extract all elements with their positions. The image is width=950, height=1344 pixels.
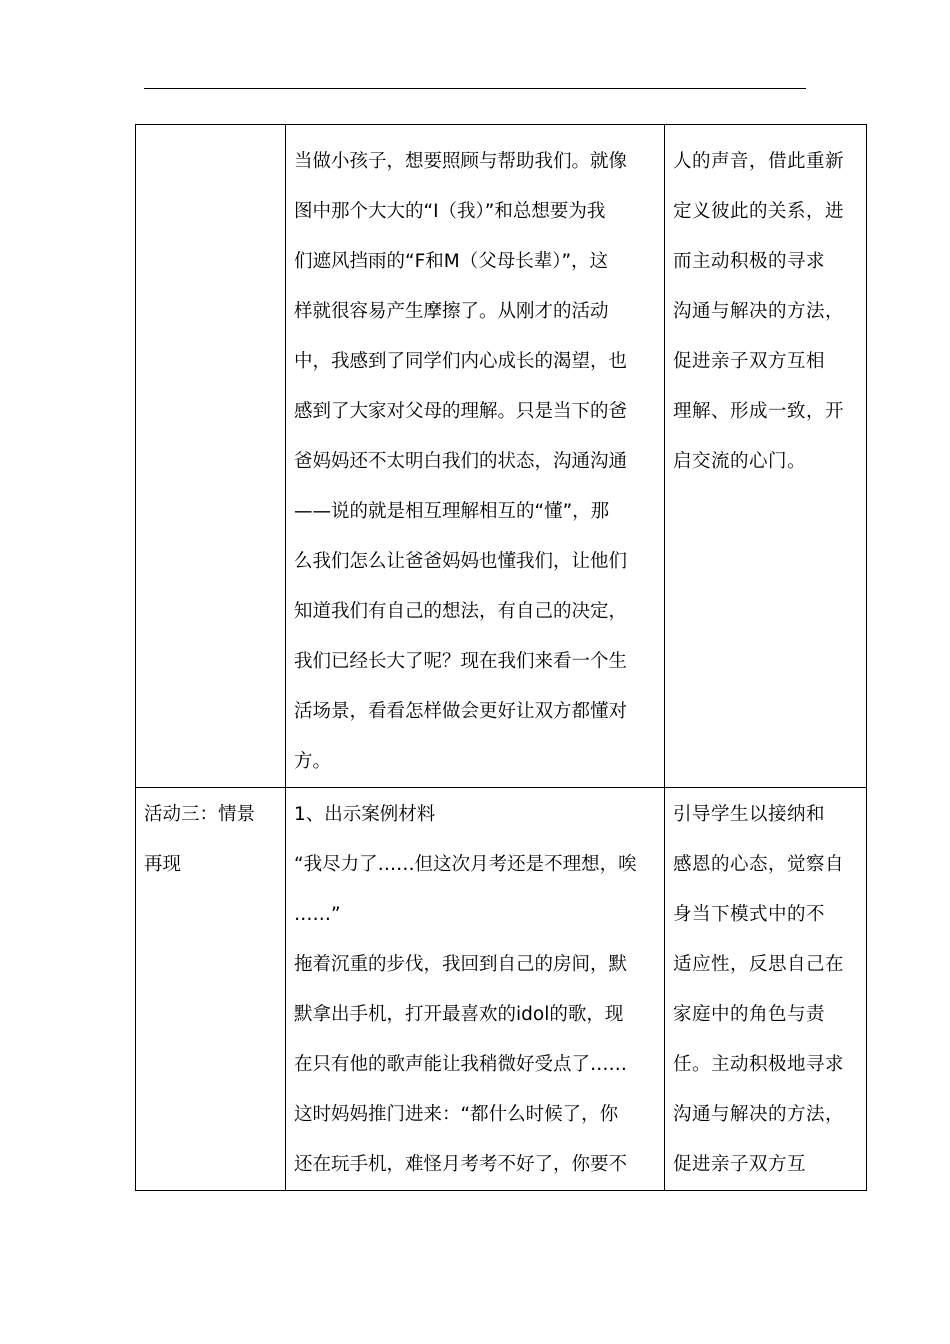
- text-line: 促进亲子双方互相: [673, 351, 826, 372]
- content-cell: [286, 125, 665, 788]
- text-line: 沟通与解决的方法，: [673, 1104, 845, 1125]
- text-line: 爸妈妈还不太明白我们的状态，沟通沟通: [294, 451, 628, 472]
- text-line: 我们已经长大了呢？现在我们来看一个生: [294, 651, 628, 672]
- text-line: 活动三：情景: [144, 804, 256, 825]
- purpose-cell: [665, 788, 867, 1191]
- table-row: [136, 125, 867, 788]
- text-line: 们遮风挡雨的“F和M（父母长辈）”，这: [294, 251, 609, 272]
- text-line: ——说的就是相互理解相互的“懂”，那: [294, 501, 610, 522]
- text-line: 中，我感到了同学们内心成长的渴望，也: [294, 351, 628, 372]
- text-line: 知道我们有自己的想法，有自己的决定，: [294, 601, 628, 622]
- text-line: 身当下模式中的不: [673, 904, 826, 925]
- text-line: 当做小孩子，想要照顾与帮助我们。就像: [294, 151, 628, 172]
- text-line: 定义彼此的关系，进: [673, 201, 845, 222]
- text-line: “我尽力了……但这次月考还是不理想，唉: [294, 854, 637, 875]
- text-line: 感到了大家对父母的理解。只是当下的爸: [294, 401, 628, 422]
- text-line: 引导学生以接纳和: [673, 804, 826, 825]
- text-line: 这时妈妈推门进来：“都什么时候了，你: [294, 1104, 619, 1125]
- text-line: 拖着沉重的步伐，我回到自己的房间，默: [294, 954, 628, 975]
- text-line: 任。主动积极地寻求: [673, 1054, 845, 1075]
- text-line: 活场景，看看怎样做会更好让双方都懂对: [294, 701, 628, 722]
- text-line: 家庭中的角色与责: [673, 1004, 826, 1025]
- activity-cell: [136, 788, 286, 1191]
- text-line: 再现: [144, 854, 182, 875]
- text-line: 感恩的心态，觉察自: [673, 854, 845, 875]
- text-line: 样就很容易产生摩擦了。从刚才的活动: [294, 301, 609, 322]
- text-line: 还在玩手机，难怪月考考不好了，你要不: [294, 1154, 628, 1175]
- text-line: 图中那个大大的“I（我）”和总想要为我: [294, 201, 606, 222]
- activity-cell: [136, 125, 286, 788]
- header-rule: [144, 88, 806, 89]
- text-line: 理解、形成一致，开: [673, 401, 845, 422]
- text-line: 1、出示案例材料: [294, 804, 436, 825]
- text-line: 适应性，反思自己在: [673, 954, 845, 975]
- purpose-cell: [665, 125, 867, 788]
- text-line: 沟通与解决的方法，: [673, 301, 845, 322]
- text-line: 在只有他的歌声能让我稍微好受点了……: [294, 1054, 628, 1075]
- text-line: 默拿出手机，打开最喜欢的idol的歌，现: [294, 1004, 624, 1025]
- text-line: 么我们怎么让爸爸妈妈也懂我们，让他们: [294, 551, 628, 572]
- text-line: ……”: [294, 904, 341, 925]
- text-line: 促进亲子双方互: [673, 1154, 807, 1175]
- table-row: [136, 788, 867, 1191]
- content-cell: [286, 788, 665, 1191]
- text-line: 而主动积极的寻求: [673, 251, 826, 272]
- lesson-plan-table: [135, 124, 867, 1191]
- text-line: 人的声音，借此重新: [673, 151, 845, 172]
- text-line: 启交流的心门。: [673, 451, 807, 472]
- text-line: 方。: [294, 751, 332, 772]
